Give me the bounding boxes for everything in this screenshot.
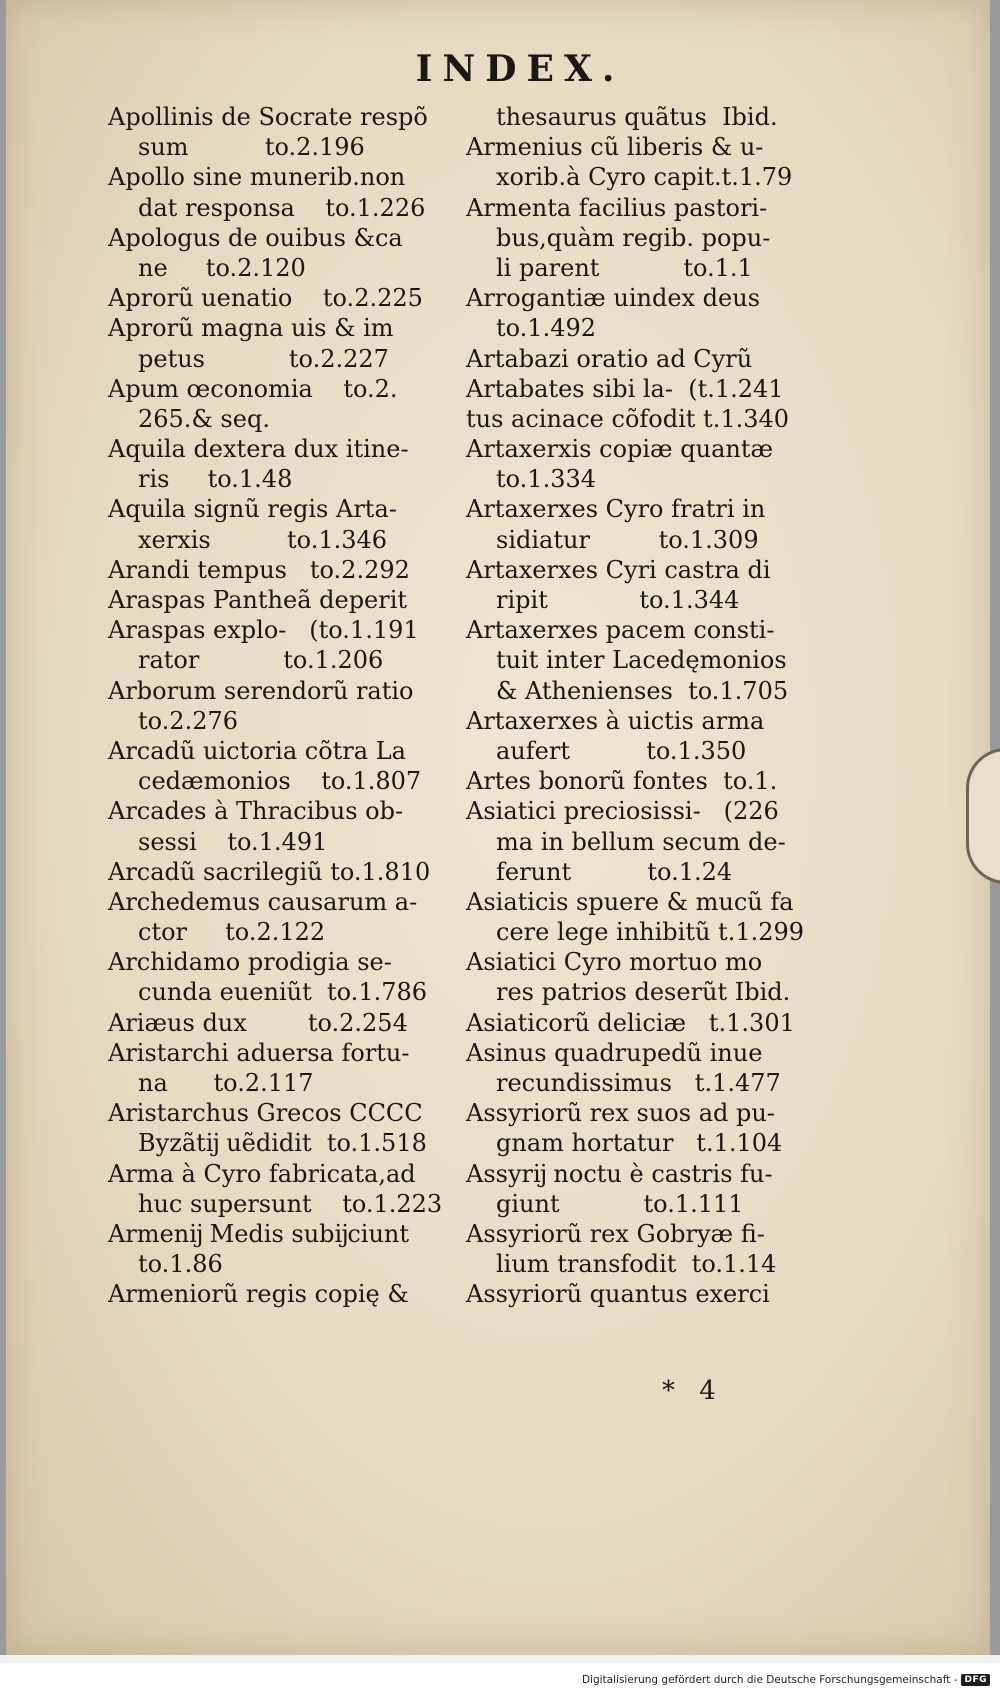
- index-line: Armenius cũ liberis & u-: [466, 133, 764, 162]
- index-line: ma in bellum secum de-: [496, 827, 786, 856]
- index-line: Asiatici Cyro mortuo mo: [466, 948, 763, 977]
- index-line: Artaxerxes à uictis arma: [466, 706, 765, 735]
- index-line: Armeniorũ regis copię &: [108, 1280, 409, 1309]
- index-line: Arcadũ sacrilegiũ to.1.810: [108, 857, 431, 886]
- index-line: ferunt to.1.24: [496, 857, 733, 886]
- index-line: Byzãtĳ uẽdidit to.1.518: [138, 1129, 427, 1158]
- index-line: Arcadũ uictoria cõtra La: [108, 736, 406, 765]
- index-line: Archedemus causarum a-: [108, 887, 418, 916]
- index-line: res patrios deserũt Ibid.: [496, 978, 791, 1007]
- index-line: lium transfodit to.1.14: [496, 1250, 777, 1279]
- index-line: Artaxerxes pacem consti-: [466, 616, 775, 645]
- index-line: Artes bonorũ fontes to.1.: [466, 767, 778, 796]
- index-line: li parent to.1.1: [496, 253, 753, 282]
- footer-credit-text: Digitalisierung gefördert durch die Deutsche Forschungsgemeinschaft -: [581, 1674, 958, 1686]
- index-line: ne to.2.120: [138, 253, 306, 282]
- index-line: Aristarchi aduersa fortu-: [108, 1038, 410, 1067]
- index-line: giunt to.1.111: [496, 1189, 744, 1218]
- index-line: Apum œconomia to.2.: [108, 374, 398, 403]
- index-line: gnam hortatur t.1.104: [496, 1129, 783, 1158]
- index-line: na to.2.117: [138, 1069, 314, 1097]
- index-line: Artaxerxes Cyro fratri in: [466, 495, 766, 524]
- index-line: tuit inter Lacedęmonios: [496, 646, 787, 675]
- index-line: petus to.2.227: [138, 344, 389, 373]
- index-line: Apollo sine munerib.non: [108, 163, 406, 192]
- index-line: Aprorũ magna uis & im: [108, 314, 394, 343]
- index-line: bus,quàm regib. popu-: [496, 223, 771, 252]
- index-line: Aquila signũ regis Arta-: [108, 495, 397, 524]
- index-line: sidiatur to.1.309: [496, 525, 759, 554]
- index-line: tus acinace cõfodit t.1.340: [466, 404, 790, 433]
- index-line: Asinus quadrupedũ inue: [466, 1038, 763, 1067]
- index-line: huc supersunt to.1.223: [138, 1189, 443, 1218]
- index-line: ctor to.2.122: [138, 918, 326, 947]
- index-line: 265.& seq.: [138, 404, 270, 433]
- page-title: INDEX.: [415, 48, 625, 90]
- index-line: Asiaticis spuere & mucũ fa: [466, 887, 794, 916]
- index-line: Arrogantiæ uindex deus: [466, 284, 761, 313]
- index-line: Araspas explo- (to.1.191: [108, 616, 419, 645]
- index-line: Artaxerxes Cyri castra di: [466, 555, 771, 584]
- index-line: Arborum serendorũ ratio: [108, 676, 414, 705]
- index-line: Ariæus dux to.2.254: [108, 1008, 408, 1037]
- index-line: Artabates sibi la- (t.1.241: [466, 374, 784, 403]
- index-left-column: [108, 102, 448, 1310]
- index-line: to.1.334: [496, 465, 597, 494]
- index-line: Armenĳ Medis subĳciunt: [108, 1219, 410, 1248]
- index-line: Aristarchus Grecos CCCC: [108, 1099, 423, 1128]
- index-line: Asiatici preciosissi- (226: [466, 797, 779, 826]
- index-line: ripit to.1.344: [496, 586, 740, 614]
- index-line: cedæmonios to.1.807: [138, 767, 422, 796]
- index-line: sessi to.1.491: [138, 827, 328, 856]
- index-right-column: [466, 102, 806, 1310]
- digitization-footer: [582, 1674, 990, 1686]
- index-line: Assyriorũ rex suos ad pu-: [466, 1099, 775, 1128]
- index-line: Araspas Pantheã deperit: [108, 586, 408, 614]
- index-line: Assyriorũ rex Gobryæ fi-: [466, 1219, 765, 1248]
- index-line: Arandi tempus to.2.292: [108, 555, 410, 584]
- index-line: cunda eueniũt to.1.786: [138, 978, 428, 1007]
- index-line: Artabazi oratio ad Cyrũ: [466, 344, 753, 373]
- index-line: Artaxerxis copiæ quantæ: [466, 435, 774, 464]
- index-line: to.2.276: [138, 706, 239, 735]
- index-line: aufert to.1.350: [496, 736, 747, 765]
- index-line: xorib.à Cyro capit.t.1.79: [496, 163, 793, 192]
- dfg-logo: DFG: [961, 1674, 990, 1686]
- index-line: Arcades à Thracibus ob-: [108, 797, 404, 826]
- index-line: Archidamo prodigia se-: [108, 948, 392, 977]
- index-line: ris to.1.48: [138, 465, 293, 494]
- index-line: recundissimus t.1.477: [496, 1069, 781, 1097]
- index-line: rator to.1.206: [138, 646, 384, 675]
- index-line: cere lege inhibitũ t.1.299: [496, 918, 805, 947]
- index-line: Assyrĳ noctu è castris fu-: [466, 1159, 773, 1188]
- signature-mark: * 4: [662, 1376, 724, 1406]
- index-line: dat responsa to.1.226: [138, 193, 426, 222]
- index-line: xerxis to.1.346: [138, 525, 388, 554]
- index-line: Armenta facilius pastori-: [466, 193, 768, 222]
- index-line: Assyriorũ quantus exerci: [466, 1280, 770, 1309]
- index-line: to.1.492: [496, 314, 597, 343]
- index-line: sum to.2.196: [138, 133, 365, 162]
- index-line: Apologus de ouibus &ca: [108, 223, 403, 252]
- index-line: Apollinis de Socrate respõ: [108, 103, 428, 131]
- index-line: Asiaticorũ deliciæ t.1.301: [466, 1008, 795, 1037]
- index-line: Aquila dextera dux itine-: [108, 435, 409, 464]
- index-line: & Athenienses to.1.705: [496, 676, 789, 705]
- index-line: to.1.86: [138, 1250, 223, 1279]
- index-line: Arma à Cyro fabricata,ad: [108, 1159, 416, 1188]
- index-line: Aprorũ uenatio to.2.225: [108, 284, 423, 313]
- index-line: thesaurus quãtus Ibid.: [496, 103, 778, 131]
